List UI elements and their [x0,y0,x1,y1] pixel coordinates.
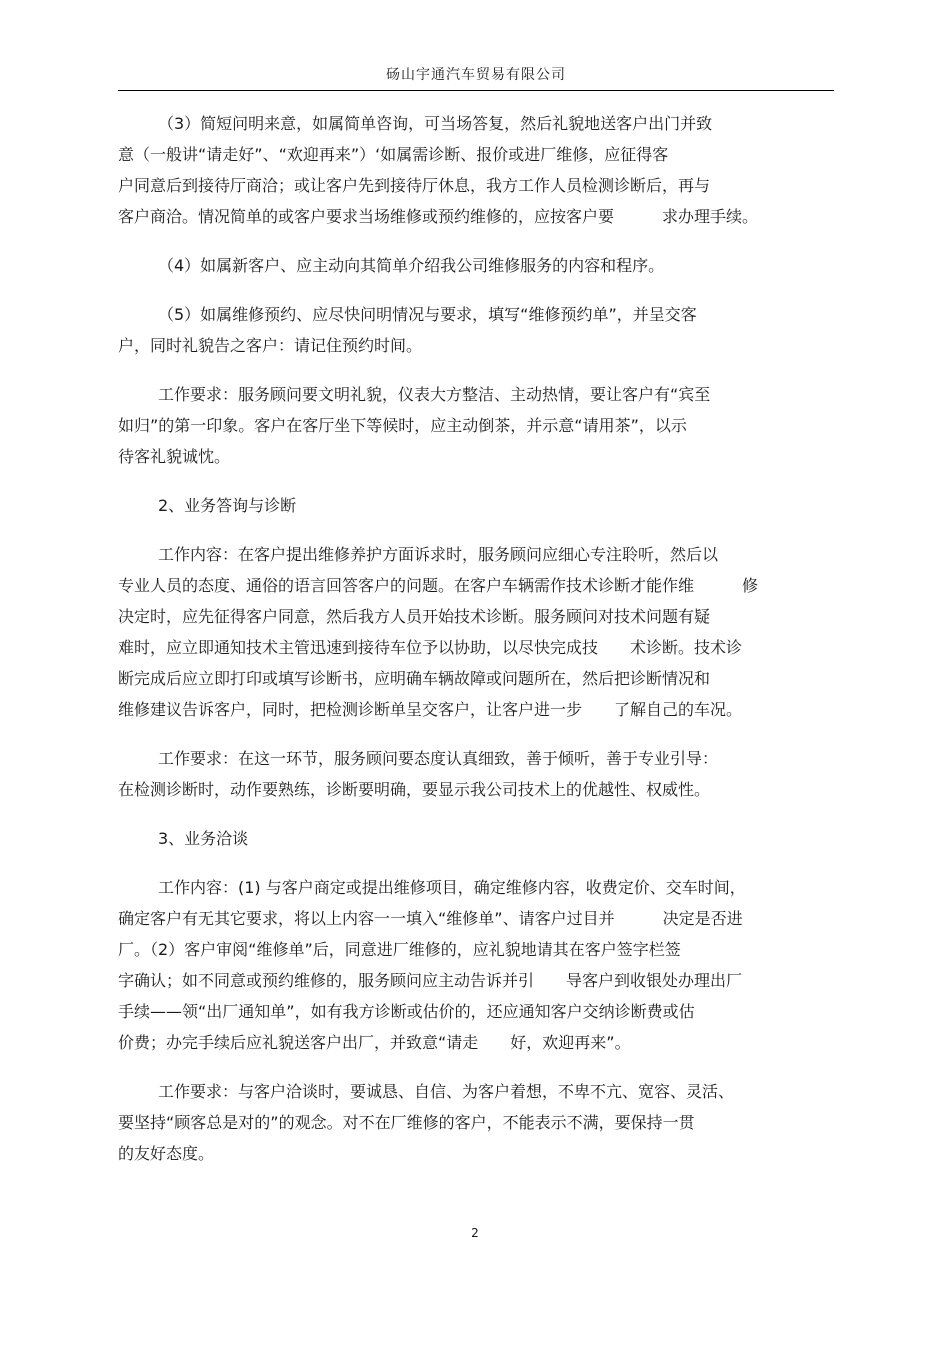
text-line: 工作要求：服务顾问要文明礼貌，仪表大方整洁、主动热情，要让客户有“宾至 [158,385,711,404]
text-line: 工作内容：(1) 与客户商定或提出维修项目，确定维修内容，收费定价、交车时间， [158,878,746,897]
text-line: 在检测诊断时，动作要熟练，诊断要明确，要显示我公司技术上的优越性、权威性。 [118,780,711,799]
text-line: 户同意后到接待厅商洽；或让客户先到接待厅休息，我方工作人员检测诊断后，再与 [118,176,711,195]
text-line: 厂。（2）客户审阅“维修单”后，同意进厂维修的，应礼貌地请其在客户签字栏签 [118,940,681,959]
paragraph [118,872,834,1058]
text-line: 意（一般讲“请走好”、“欢迎再来”）‘如属需诊断、报价或进厂维修，应征得客 [118,145,669,164]
text-line: 要坚持“顾客总是对的”的观念。对不在厂维修的客户，不能表示不满，要保持一贯 [118,1113,695,1132]
text-line: 维修建议告诉客户，同时，把检测诊断单呈交客户，让客户进一步 了解自己的车况。 [118,700,743,719]
section-heading: 3、业务洽谈 [158,829,249,848]
paragraph [118,539,834,725]
text-line: 手续——领“出厂通知单”，如有我方诊断或估价的，还应通知客户交纳诊断费或估 [118,1002,695,1021]
text-line: 工作要求：在这一环节，服务顾问要态度认真细致，善于倾听，善于专业引导： [158,749,719,768]
section-heading: 2、业务答询与诊断 [158,496,297,515]
text-line: 决定时，应先征得客户同意，然后我方人员开始技术诊断。服务顾问对技术问题有疑 [118,607,711,626]
paragraph [118,299,834,361]
paragraph [118,743,834,805]
document-body [118,108,834,1187]
text-line: （5）如属维修预约、应尽快问明情况与要求，填写“维修预约单”，并呈交客 [158,305,697,324]
text-line: 工作内容：在客户提出维修养护方面诉求时，服务顾问应细心专注聆听，然后以 [158,545,719,564]
paragraph [118,250,834,281]
text-line: 确定客户有无其它要求，将以上内容一一填入“维修单”、请客户过目并 决定是否进 [118,909,743,928]
text-line: 户，同时礼貌告之客户：请记住预约时间。 [118,336,423,355]
text-line: 如归”的第一印象。客户在客厅坐下等候时，应主动倒茶，并示意“请用茶”，以示 [118,416,687,435]
text-line: 断完成后应立即打印或填写诊断书，应明确车辆故障或问题所在，然后把诊断情况和 [118,669,711,688]
paragraph [118,108,834,232]
text-line: 的友好态度。 [118,1144,215,1163]
header-divider [118,90,834,91]
page-number: 2 [471,1226,479,1240]
text-line: （3）简短问明来意，如属简单咨询，可当场答复，然后礼貌地送客户出门并致 [158,114,713,133]
text-line: 专业人员的态度、通俗的语言回答客户的问题。在客户车辆需作技术诊断才能作维 修 [118,576,759,595]
paragraph [118,1076,834,1169]
text-line: 字确认；如不同意或预约维修的，服务顾问应主动告诉并引 导客户到收银处办理出厂 [118,971,743,990]
text-line: 工作要求：与客户洽谈时，要诚恳、自信、为客户着想，不卑不亢、宽容、灵活、 [158,1082,735,1101]
text-line: 待客礼貌诚忱。 [118,447,231,466]
text-line: 难时，应立即通知技术主管迅速到接待车位予以协助，以尽快完成技 术诊断。技术诊 [118,638,743,657]
text-line: 客户商洽。情况简单的或客户要求当场维修或预约维修的，应按客户要 求办理手续。 [118,207,759,226]
page-header: 砀山宇通汽车贸易有限公司 [386,67,566,83]
text-line: （4）如属新客户、应主动向其简单介绍我公司维修服务的内容和程序。 [158,256,665,275]
text-line: 价费；办完手续后应礼貌送客户出厂，并致意“请走 好，欢迎再来”。 [118,1033,631,1052]
paragraph [118,379,834,472]
